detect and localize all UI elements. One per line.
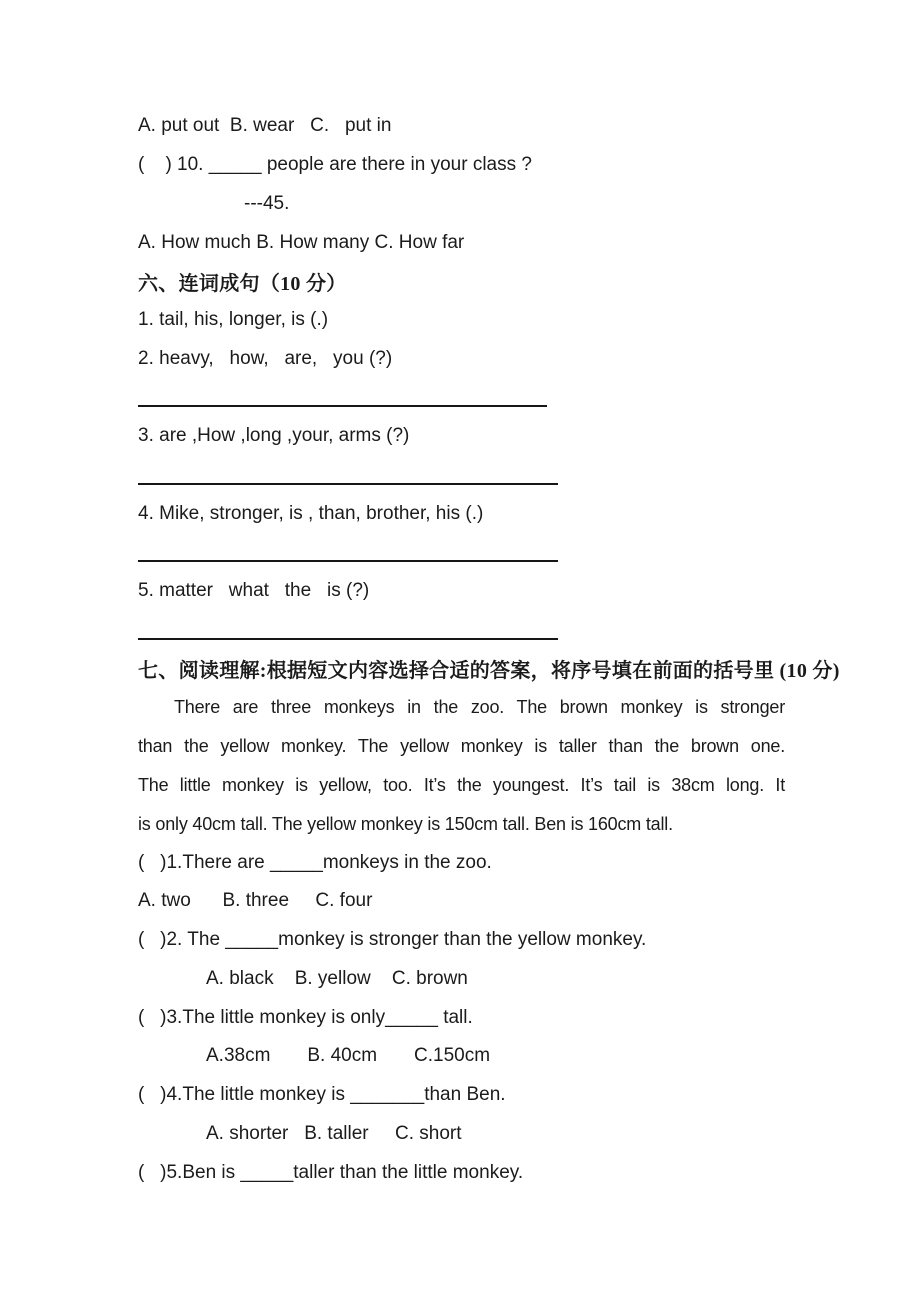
reading-question-2: ( )2. The _____monkey is stronger than the yellow monkey.: [138, 929, 647, 951]
word-order-item-2: 2. heavy, how, are, you (?): [138, 347, 393, 369]
q10-question-text: ( ) 10. _____ people are there in your class ?: [138, 154, 532, 176]
word-order-item-5: 5. matter what the is (?): [138, 580, 370, 602]
word-order-item-4: 4. Mike, stronger, is , than, brother, his (.): [138, 502, 484, 524]
answer-blank-line: [138, 456, 785, 495]
answer-blank-rule: [138, 483, 558, 485]
q9-options-row: A. put out B. wear C. put in: [138, 115, 392, 137]
answer-blank-line: [138, 378, 785, 417]
reading-question-3: ( )3.The little monkey is only_____ tall.: [138, 1006, 473, 1028]
answer-blank-line: [138, 533, 785, 572]
passage-line-3: The little monkey is yellow, too. It’s the youngest. It’s tail is 38cm long. It: [138, 774, 785, 795]
reading-options-4: A. shorter B. taller C. short: [206, 1122, 462, 1144]
answer-blank-rule: [138, 638, 558, 640]
passage-line-1: There are three monkeys in the zoo. The brown monkey is stronger: [174, 697, 785, 718]
passage-line-4: is only 40cm tall. The yellow monkey is 150cm tall. Ben is 160cm tall.: [138, 813, 673, 834]
reading-options-3: A.38cm B. 40cm C.150cm: [206, 1045, 491, 1067]
q10-options-row: A. How much B. How many C. How far: [138, 231, 465, 253]
word-order-item-1: 1. tail, his, longer, is (.): [138, 309, 329, 331]
answer-blank-rule: [138, 405, 547, 407]
answer-blank-line: [138, 611, 785, 650]
reading-options-1: A. two B. three C. four: [138, 890, 373, 912]
reading-question-5: ( )5.Ben is _____taller than the little monkey.: [138, 1161, 524, 1183]
section-six-heading: 六、连词成句（10 分）: [138, 272, 347, 295]
word-order-item-3: 3. are ,How ,long ,your, arms (?): [138, 425, 410, 447]
section-seven-heading: 七、阅读理解:根据短文内容选择合适的答案，将序号填在前面的括号里 (10 分): [138, 660, 840, 683]
reading-question-4: ( )4.The little monkey is _______than Ben.: [138, 1084, 506, 1106]
reading-options-2: A. black B. yellow C. brown: [206, 967, 468, 989]
reading-question-1: ( )1.There are _____monkeys in the zoo.: [138, 851, 492, 873]
passage-line-2: than the yellow monkey. The yellow monkey is taller than the brown one.: [138, 736, 785, 756]
answer-blank-rule: [138, 560, 558, 562]
q10-answer-reference: ---45.: [244, 192, 290, 214]
